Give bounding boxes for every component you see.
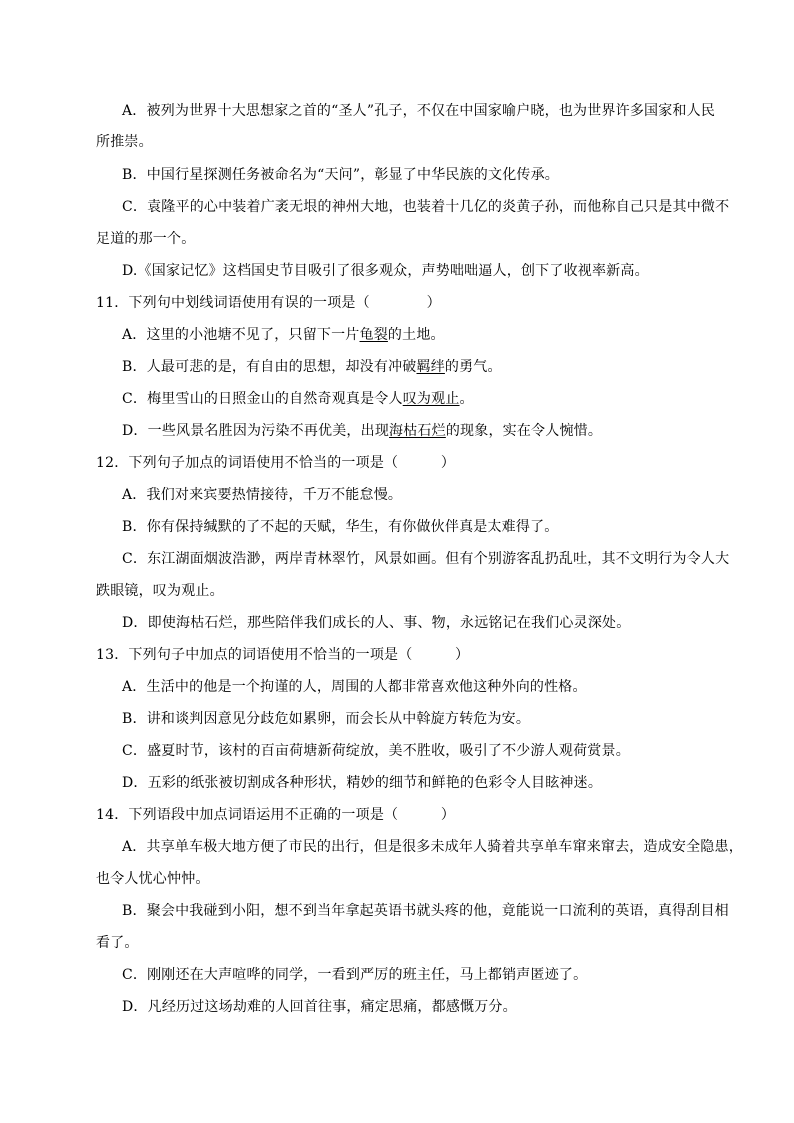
q14-option-b-line2: 看了。 bbox=[96, 935, 139, 951]
q12-option-b: B．你有保持缄默的了不起的天赋，华生，有你做伙伴真是太难得了。 bbox=[122, 519, 559, 535]
q12-option-a: A．我们对来宾要热情接待，千万不能怠慢。 bbox=[122, 487, 403, 503]
q14-option-c: C．刚刚还在大声喧哗的同学，一看到严厉的班主任，马上都销声匿迹了。 bbox=[122, 967, 588, 983]
prev-option-a-line1: A．被列为世界十大思想家之首的“圣人”孔子，不仅在中国家喻户晓，也为世界许多国家和人民 bbox=[122, 103, 716, 119]
q12-option-d: D．即使海枯石烂，那些陪伴我们成长的人、事、物，永远铭记在我们心灵深处。 bbox=[122, 615, 631, 631]
q13-option-a: A．生活中的他是一个拘谨的人，周围的人都非常喜欢他这种外向的性格。 bbox=[122, 679, 587, 695]
q13-option-d: D．五彩的纸张被切割成各种形状，精妙的细节和鲜艳的色彩令人目眩神迷。 bbox=[122, 775, 603, 791]
question-11-stem: 11．下列句中划线词语使用有误的一项是（ ） bbox=[96, 295, 441, 311]
prev-option-b: B．中国行星探测任务被命名为“天问”，彰显了中华民族的文化传承。 bbox=[122, 167, 560, 183]
question-14-stem: 14．下列语段中加点词语运用不正确的一项是（ ） bbox=[96, 807, 456, 823]
q11-option-a bbox=[122, 326, 445, 344]
q14-option-d: D．凡经历过这场劫难的人回首往事，痛定思痛，都感慨万分。 bbox=[122, 999, 517, 1015]
prev-option-a-line2: 所推崇。 bbox=[96, 134, 153, 150]
prev-option-c-line2: 足道的那一个。 bbox=[96, 231, 196, 247]
q12-option-c-line2: 跌眼镜，叹为观止。 bbox=[96, 583, 224, 599]
prev-option-c-line1: C．袁隆平的心中装着广袤无垠的神州大地，也装着十几亿的炎黄子孙，而他称自己只是其中微不 bbox=[122, 199, 730, 215]
q11-c-post: 。 bbox=[459, 391, 474, 407]
q13-option-c: C．盛夏时节，该村的百亩荷塘新荷绽放，美不胜收，吸引了不少游人观荷赏景。 bbox=[122, 743, 630, 759]
q11-b-pre: B．人最可悲的是，有自由的思想，却没有冲破 bbox=[122, 359, 417, 375]
q12-option-c-line1: C．东江湖面烟波浩渺，两岸青林翠竹，风景如画。但有个别游客乱扔乱吐，其不文明行为令人大 bbox=[122, 551, 730, 567]
q11-option-b bbox=[122, 358, 502, 376]
q11-a-post: 的土地。 bbox=[387, 327, 445, 343]
q11-b-underlined-word: 羁绊 bbox=[416, 359, 445, 375]
q14-option-b-line1: B．聚会中我碰到小阳，想不到当年拿起英语书就头疼的他，竟能说一口流利的英语，真得刮目相 bbox=[122, 903, 729, 919]
q11-b-post: 的勇气。 bbox=[444, 359, 502, 375]
q11-d-pre: D．一些风景名胜因为污染不再优美，出现 bbox=[122, 423, 390, 439]
q11-option-c bbox=[122, 390, 474, 408]
q11-option-d bbox=[122, 422, 602, 440]
q11-c-pre: C．梅里雪山的日照金山的自然奇观真是令人 bbox=[122, 391, 403, 407]
prev-option-d: D.《国家记忆》这档国史节目吸引了很多观众，声势咄咄逼人，创下了收视率新高。 bbox=[122, 263, 649, 279]
q11-c-underlined-word: 叹为观止 bbox=[402, 391, 460, 407]
question-13-stem: 13．下列句子中加点的词语使用不恰当的一项是（ ） bbox=[96, 647, 470, 663]
q11-a-pre: A．这里的小池塘不见了，只留下一片 bbox=[122, 327, 360, 343]
q11-d-underlined-word: 海枯石烂 bbox=[389, 423, 446, 439]
q13-option-b: B．讲和谈判因意见分歧危如累卵，而会长从中斡旋方转危为安。 bbox=[122, 711, 531, 727]
question-12-stem: 12．下列句子加点的词语使用不恰当的一项是（ ） bbox=[96, 455, 456, 471]
q11-d-post: 的现象，实在令人惋惜。 bbox=[445, 423, 603, 439]
q11-a-underlined-word: 龟裂 bbox=[359, 327, 388, 343]
q14-option-a-line2: 也令人忧心忡忡。 bbox=[96, 871, 210, 887]
q14-option-a-line1: A．共享单车极大地方便了市民的出行，但是很多未成年人骑着共享单车窜来窜去，造成安全隐患， bbox=[122, 839, 743, 855]
